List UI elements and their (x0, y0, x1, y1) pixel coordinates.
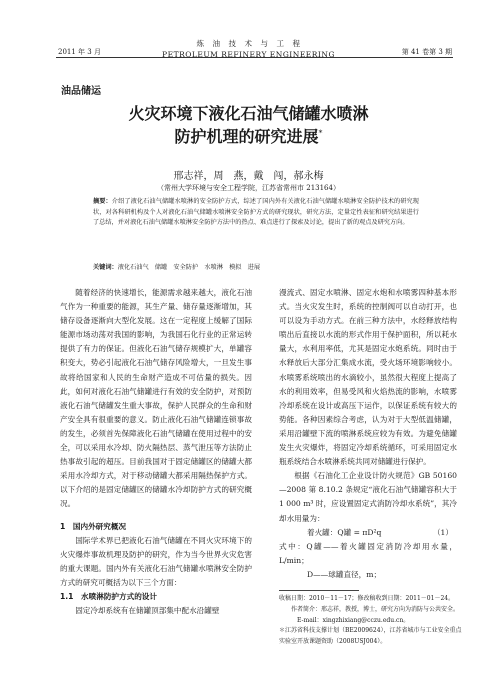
title-line-2 (0, 124, 497, 147)
footnote-divider (279, 590, 359, 591)
keywords-text: 液化石油气 储罐 安全防护 水喷淋 模拟 进展 (117, 264, 261, 271)
formula-1 (279, 526, 457, 540)
section-1-heading: 1 国内外研究概况 (60, 521, 127, 531)
header-date: 2011 年 3 月 (58, 48, 101, 56)
formula-where-d: D——球罐直径，m； (307, 569, 382, 579)
intro-paragraph: 随着经济的快速增长，能源需求越来越大，液化石油气作为一种重要的能源，其生产量、储存量逐渐增加，其储存设备逐渐向大型化发展。这在一定程度上缓解了国际能源市场动荡对我国的影响，为我国石化行业的正常运转提供了有力的保证。但液化石油气储存规模扩大，单罐容积变大，势必引起液化石油气储存风险增大，一旦发生事故将给国家和人民的生命财产造成不可估量的损失。因此，如何对液化石油气储罐进行有效的安全防护，对预防液化石油气储罐发生重大事故，保护人民群众的生命和财产安全具有很重要的意义。防止液化石油气储罐连锁事故的发生，必须首先保障液化石油气储罐在使用过程中的安全，可以采用水冷却、防火隔热层、蒸气泄压等方法防止热事故引起的超压。目前我国对于固定储罐区的储罐大都采用水冷却方式，对于移动储罐大都采用隔热保护方式。以下介绍的是固定储罐区的储罐水冷却防护方式的研究概况。 (60, 288, 252, 509)
abstract (93, 197, 419, 229)
section-1-1-text: 固定冷却系统有在储罐顶部集中配水沿罐壁 (75, 606, 220, 616)
footnote-received: 收稿日期：2010－11－17；修改稿收到日期：2011－01－24。 (279, 595, 455, 602)
header-divider (56, 57, 453, 58)
right-paragraph-1: 漫流式、固定水喷淋、固定水炮和水喷雾四种基本形式。当火灾发生时，系统的控制阀可以自动打开，也可以设为手动方式。在前三种方法中，水经释放结构喷出后直接以水流的形式作用于保护面积，所以耗水量大，水利用率低，尤其是固定水炮系统。同时由于水释放后大部分汇集成水流，受火场环境影响较小。水喷雾系统喷出的水滴较小，虽然很大程度上提高了水的利用效率，但易受风和火焰热流的影响，水喷雾冷却系统在设计或高压下运作，以保证系统有较大的势能。各种因素综合考虑，认为对于大型低温储罐，采用沿罐壁下流的喷淋系统应较为有效。为避免储罐发生火灾爆炸，将固定冷却系统循环，可采用固定水瓶系统结合水喷淋系统共同对储罐进行保护。 (279, 288, 457, 467)
footnote-email: E-mail：xingzhixiang@cczu.edu.cn。 (297, 616, 410, 624)
right-column (279, 286, 457, 582)
left-column (60, 286, 252, 618)
abstract-label: 摘要： (93, 198, 112, 205)
journal-name-cn: 炼 油 技 术 与 工 程 (196, 39, 301, 48)
authors: 邢志祥，周 燕，戴 闯，郝永梅 (173, 171, 324, 182)
formula-where-q: 式中：Q罐——着火罐固定消防冷却用水量，L/min； (279, 541, 457, 565)
keywords (93, 262, 260, 271)
abstract-text: 介绍了液化石油气储罐水喷淋的安全防护方式，综述了国内外有关液化石油气储罐水喷淋安全防护技术的研究现状，对各科研机构及个人对液化石油气储罐水喷淋安全防护方式的研究现状，研究方法，定量定性表征和研究结果进行了总结，并对液化石油气储罐水喷淋安全防护方法中的热点、难点进行了探索及讨论，提出了新的观点及研究方向。 (93, 198, 419, 226)
title-footnote-mark: * (318, 128, 323, 138)
journal-name-en: PETROLEUM REFINERY ENGINEERING (162, 50, 335, 59)
title-line-1: 火灾环境下液化石油气储罐水喷淋 (128, 104, 369, 123)
header-volume: 第 41 卷第 3 期 (401, 48, 452, 56)
right-paragraph-2: 根据《石油化工企业设计防火规范》GB 50160—2008 第 8.10.2 条规定“液化石油气储罐容积大于 1 000 m³ 时，应设置固定式消防冷却水系统”，其冷却水用量为： (279, 471, 457, 523)
keywords-label: 关键词： (93, 264, 118, 271)
affiliation: （常州大学环境与安全工程学院，江苏省常州市 213164） (157, 184, 340, 192)
section-1-text: 国际学术界已把液化石油气储罐在不同火灾环境下的火灾爆炸事故机理及防护的研究，作为当今世界火灾危害的重大课题。国内外有关液化石油气储罐水喷淋安全防护方式的研究可概括为以下三个方面： (60, 535, 252, 587)
footnote-fund: ＊江苏省科技支撑计划（BE2009624），江苏省城市与工业安全重点实验室开放课题资助（2008USJ004）。 (279, 627, 462, 646)
title-line-2-text: 防护机理的研究进展 (174, 127, 319, 146)
column-tag: 油品储运 (61, 86, 101, 97)
footnote-author-bio: 作者简介：邢志祥，教授，博士，研究方向为消防与公共安全。 (291, 605, 460, 613)
footnote (279, 594, 464, 648)
formula-1-expression: 着火罐：Q罐 = πD²q (307, 527, 382, 537)
section-1-1-heading: 1.1 水喷淋防护方式的设计 (60, 591, 157, 601)
formula-1-number: （1） (432, 527, 453, 537)
